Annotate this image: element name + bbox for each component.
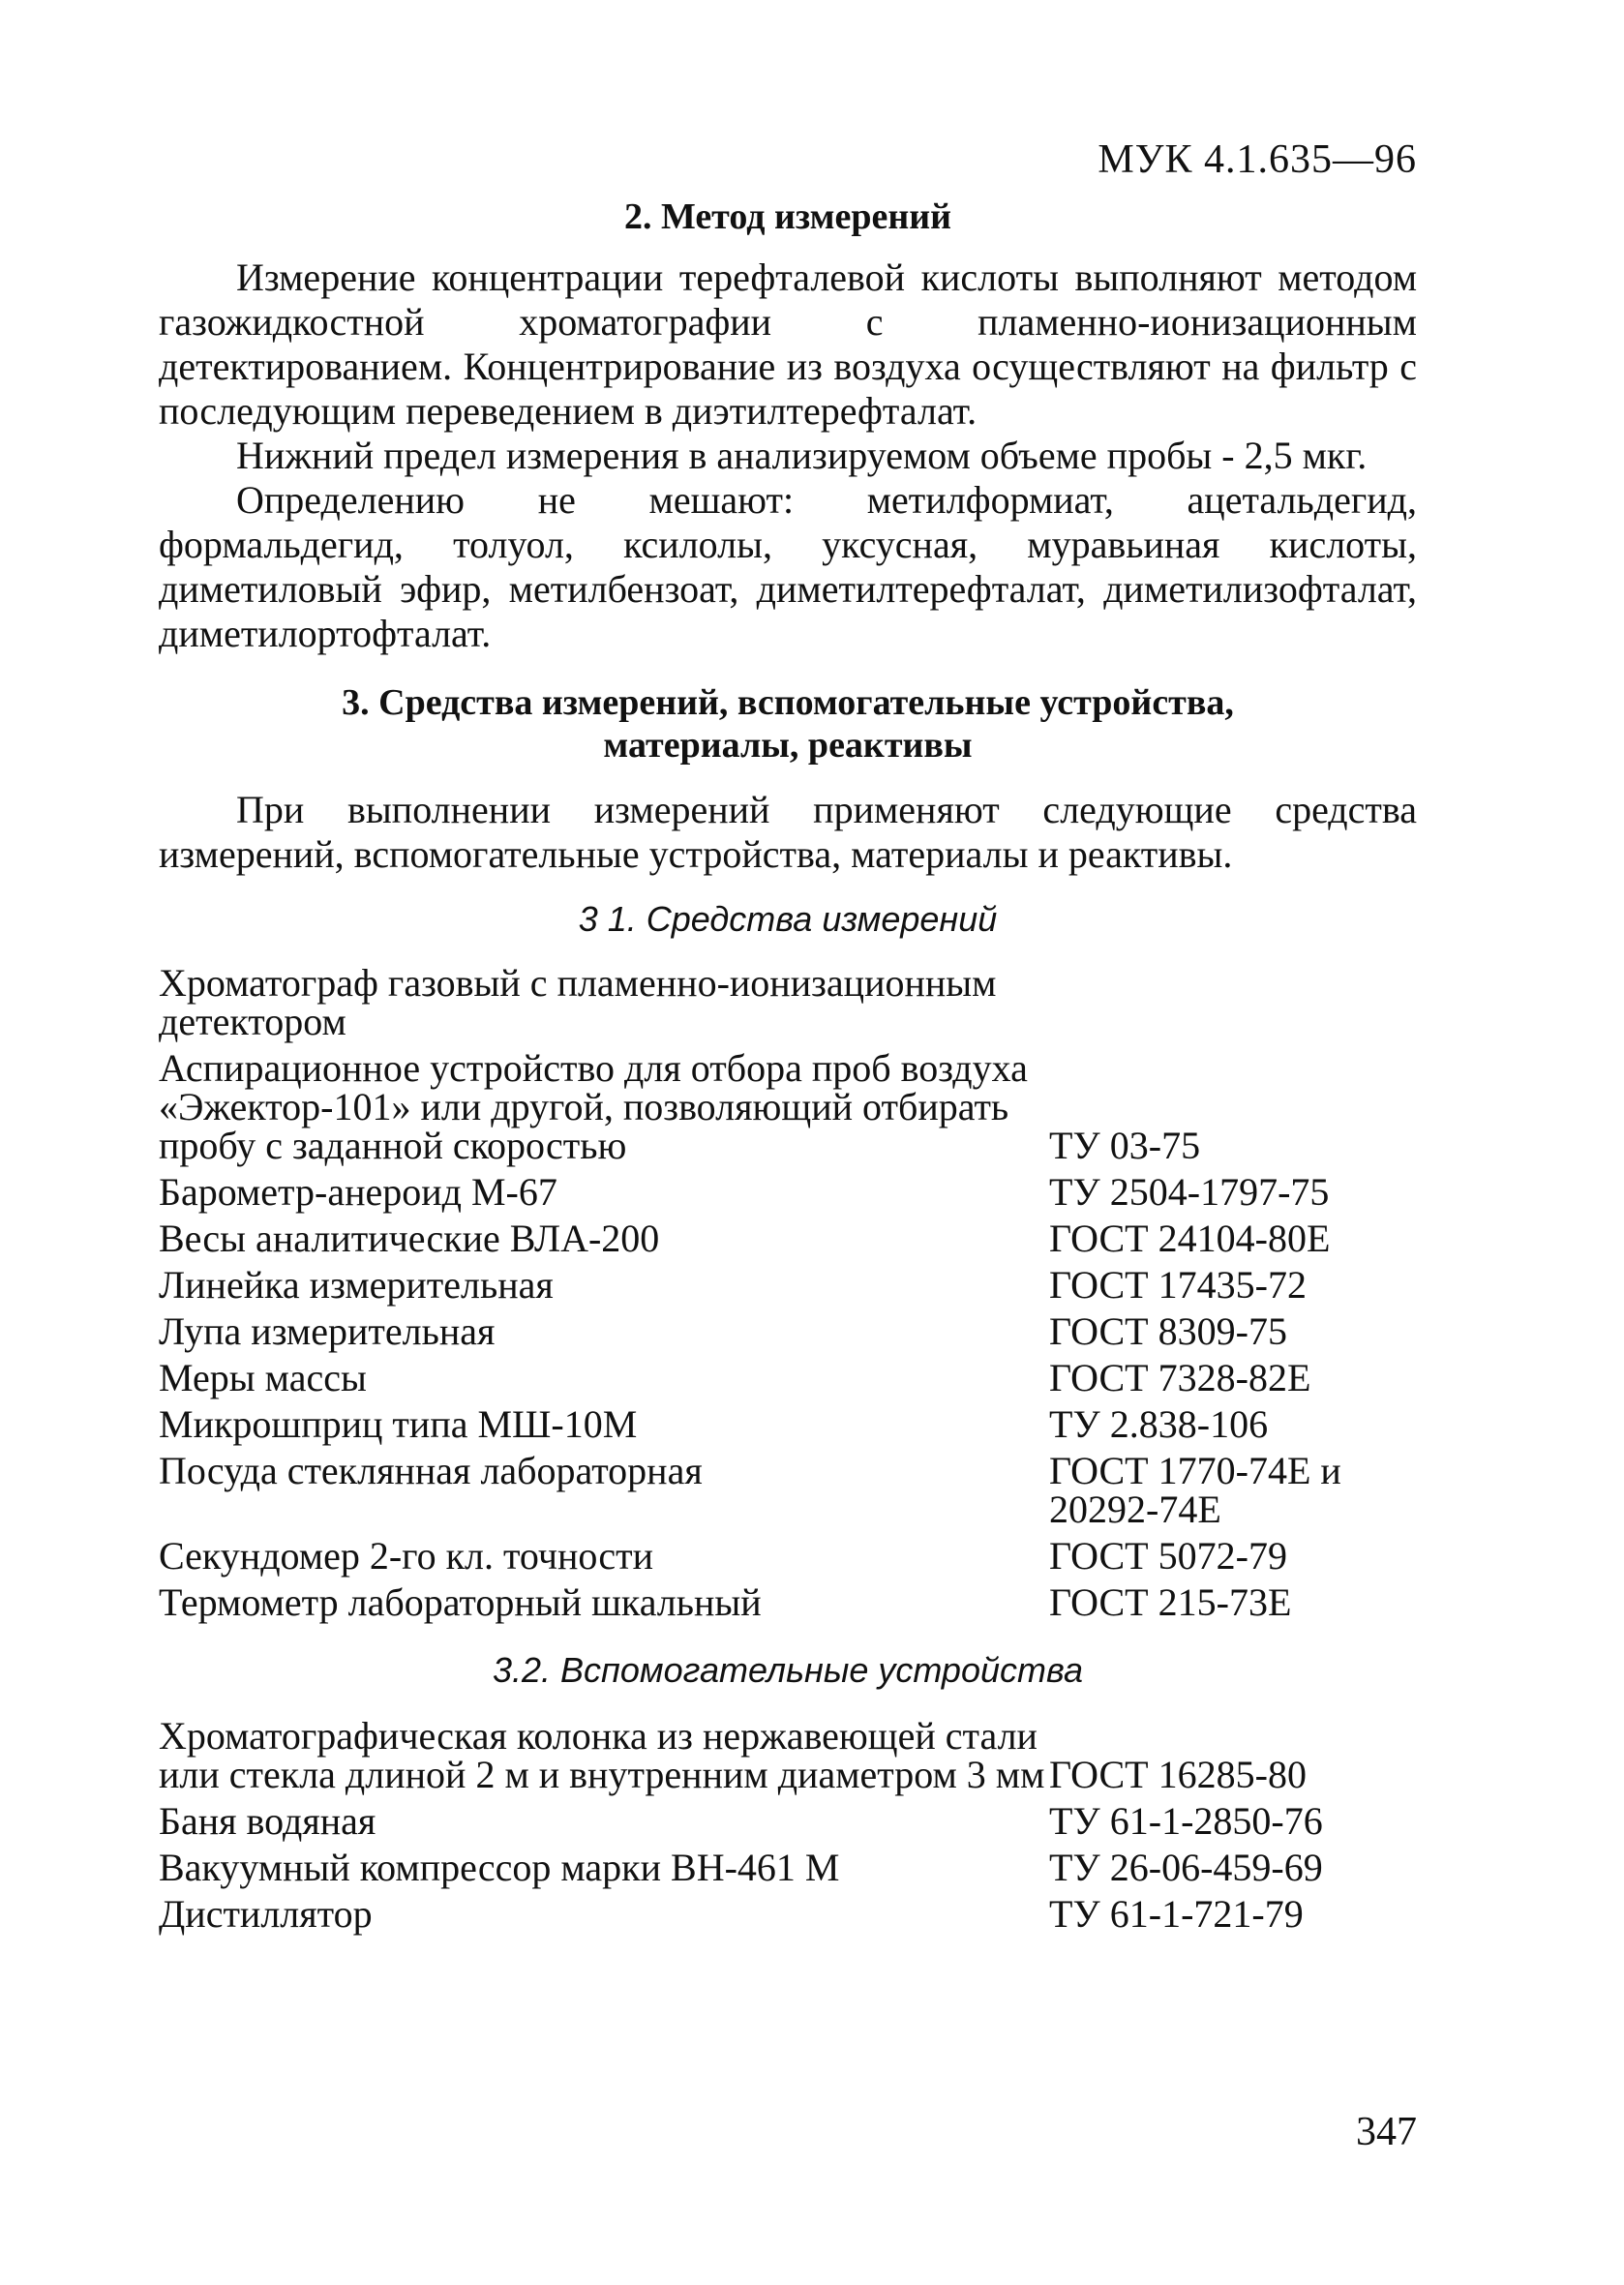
list-item [159,1449,1417,1531]
item-name: Посуда стеклянная лабораторная [159,1449,703,1492]
item-standard: ГОСТ 8309-75 [1049,1309,1287,1353]
section-3-title-line1: 3. Средства измерений, вспомогательные устройства, [342,682,1234,723]
item-standard: ТУ 26-06-459-69 [1049,1846,1323,1889]
list-item [159,1046,1417,1167]
list-item [159,1534,1417,1578]
item-standard: ТУ 2.838-106 [1049,1402,1269,1446]
item-name: Вакуумный компрессор марки ВН-461 М [159,1846,840,1889]
list-item [159,1402,1417,1446]
item-name: Дистиллятор [159,1892,373,1936]
item-standard: ТУ 61-1-721-79 [1049,1892,1304,1936]
item-name: Барометр-анероид М-67 [159,1170,557,1214]
list-item [159,1309,1417,1353]
document-page [159,135,1417,1934]
list-item [159,1356,1417,1399]
item-standard: ГОСТ 1770-74Е и 20292-74Е [1049,1449,1341,1531]
list-item [159,1170,1417,1214]
paragraph-lower-limit: Нижний предел измерения в анализируемом объеме пробы - 2,5 мкг. [236,434,1368,477]
item-standard: ТУ 03-75 [1049,1124,1201,1167]
item-name: Аспирационное устройство для отбора проб воздуха «Эжектор-101» или другой, позволяющий отбирать пробу с заданной скоростью [159,1046,1028,1167]
list-item [159,1580,1417,1624]
item-name: Хроматографическая колонка из нержавеющей стали или стекла длиной 2 м и внутренним диаметром 3 мм [159,1714,1045,1796]
measuring-instruments-list [159,961,1417,1624]
item-standard: ГОСТ 5072-79 [1049,1534,1287,1578]
item-standard: ГОСТ 17435-72 [1049,1263,1307,1307]
item-name: Микрошприц типа МШ-10М [159,1402,638,1446]
section-2-body [159,256,1417,656]
item-standard: ГОСТ 215-73Е [1049,1580,1292,1624]
list-item [159,1846,1417,1889]
list-item [159,1799,1417,1843]
list-item [159,961,1417,1043]
item-name: Весы аналитические ВЛА-200 [159,1217,660,1260]
item-standard: ТУ 61-1-2850-76 [1049,1799,1323,1843]
document-code: МУК 4.1.635—96 [1098,137,1417,182]
subsection-3-1-title: 3 1. Средства измерений [578,899,998,939]
item-name: Лупа измерительная [159,1309,496,1353]
section-2-title: 2. Метод измерений [623,196,952,237]
item-standard: ГОСТ 7328-82Е [1049,1356,1311,1399]
section-3-title [159,681,1417,767]
section-3-title-line2: материалы, реактивы [603,725,973,766]
item-name: Меры массы [159,1356,367,1399]
paragraph-method: Измерение концентрации терефталевой кислоты выполняют методом газожидкостной хроматографии с пламенно-ионизационным детектированием. Концентрирование из воздуха осуществляют на фильтр с последующим переведением в диэтилтерефталат. [159,256,1417,433]
list-item [159,1892,1417,1936]
subsection-3-2-title: 3.2. Вспомогательные устройства [493,1650,1083,1690]
section-3-intro: При выполнении измерений применяют следующие средства измерений, вспомогательные устройства, материалы и реактивы. [159,788,1417,876]
list-item [159,1219,1417,1258]
list-item [159,1263,1417,1307]
item-name: Линейка измерительная [159,1263,554,1307]
page-number: 347 [1356,2110,1417,2154]
list-item [159,1714,1417,1796]
auxiliary-devices-list [159,1714,1417,1936]
item-name: Секундомер 2-го кл. точности [159,1534,654,1578]
item-standard: ГОСТ 24104-80Е [1049,1217,1331,1260]
item-name: Термометр лабораторный шкальный [159,1580,762,1624]
item-name: Хроматограф газовый с пламенно-ионизационным детектором [159,961,997,1043]
paragraph-interference: Определению не мешают: метилформиат, ацетальдегид, формальдегид, толуол, ксилолы, уксусная, муравьиная кислоты, диметиловый эфир, метилбензоат, диметилтерефталат, диметилизофталат, диметилортофталат. [159,478,1417,655]
item-standard: ГОСТ 16285-80 [1049,1753,1307,1796]
item-name: Баня водяная [159,1799,376,1843]
item-standard: ТУ 2504-1797-75 [1049,1170,1330,1214]
